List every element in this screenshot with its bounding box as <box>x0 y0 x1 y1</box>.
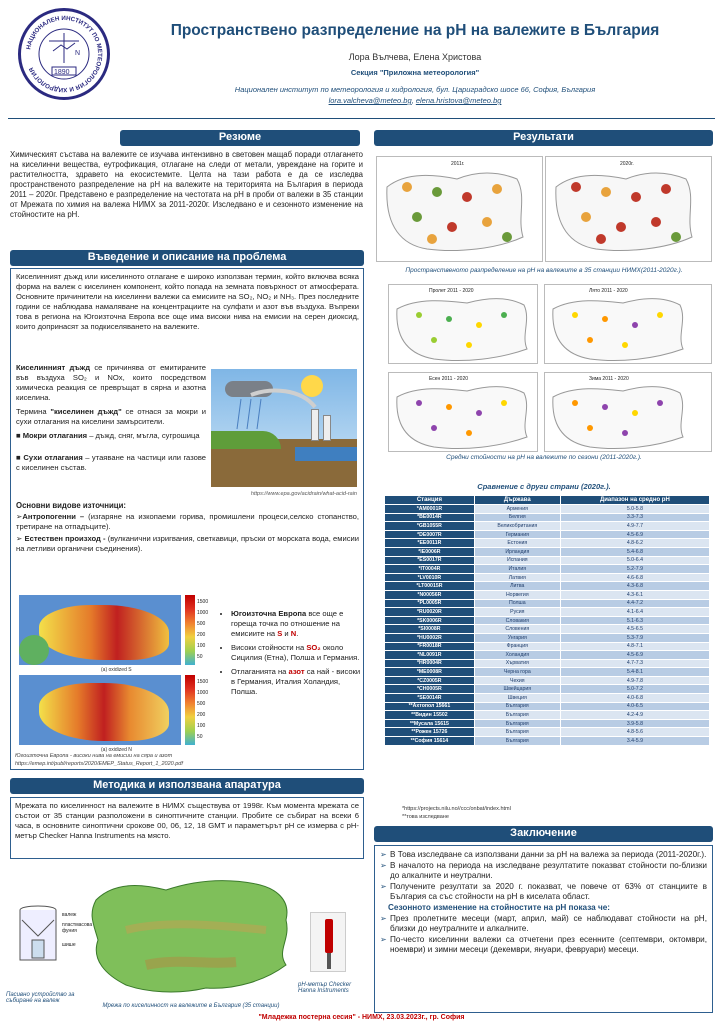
term-definition <box>16 407 206 427</box>
scale-1500: 1500 <box>197 599 209 605</box>
cell-range: 4.1-6.4 <box>560 608 709 617</box>
table-row <box>385 530 710 539</box>
acid-rain-diagram <box>211 369 357 487</box>
table-header <box>385 496 710 505</box>
table-row <box>385 633 710 642</box>
emission-bullets <box>223 609 361 697</box>
season-summer <box>544 284 712 364</box>
col-station: Станция <box>385 496 475 505</box>
cell-country: Франция <box>474 642 560 651</box>
cell-station: *SK0006R <box>385 616 475 625</box>
cell-country: Белгия <box>474 513 560 522</box>
methods-text: Мрежата по киселинност на валежите в НИМХ съществува от 1998г. Към момента мрежата се състои от 35 станции разположени в синоптичните станции. Пробите се събират на всеки 6 часа, в основните синоптични срокове 00, 06, 12, 18 GMT и параметърът pH се измерва с pH-метър Checker Hanna Instruments на място. <box>15 801 359 840</box>
table-row <box>385 625 710 634</box>
email-sep: , <box>411 96 416 105</box>
cell-country: Великобритания <box>474 522 560 531</box>
intro-paragraph: Киселинният дъжд или киселинното отлагане е широко използван термин, който включва всяка форма на валеж с киселинен компонент, който попада на земната повърхност от атмосферата. Основните причинители на киселинни валежи са емисиите на SO₂, NO₂ и NH₃. През последните години се наблюдава намаляване на концентрациите на сулфати и азот във въздуха. Въпреки това в региона на Югоизточна Европа все още има високи нива на емисии на серен диоксид, които допринасят за подкиселяването на валежите. <box>16 272 359 331</box>
season-winter <box>544 372 712 452</box>
anthro-bold: Антропогенни – <box>22 512 85 521</box>
table-row <box>385 737 710 746</box>
network-map-caption: Мрежа по киселинност на валежите в България (35 станции) <box>102 1003 280 1009</box>
scale2-200: 200 <box>197 712 206 718</box>
cell-range: 4.3-6.1 <box>560 590 709 599</box>
term-post: се отнася за мокри и сухи отлагания на киселини замърсители. <box>16 407 206 426</box>
cell-station: *IE0006R <box>385 547 475 556</box>
season-spring <box>388 284 538 364</box>
winter-label: Зима 2011 - 2020 <box>589 376 629 382</box>
methods-box <box>10 797 364 859</box>
cell-range: 4.6-6.8 <box>560 573 709 582</box>
logo-n: N <box>75 50 81 57</box>
cell-station: *BE0014R <box>385 513 475 522</box>
cell-station: *SE0014R <box>385 694 475 703</box>
scale2-100: 100 <box>197 723 206 729</box>
logo-ring-text: НАЦИОНАЛЕН ИНСТИТУТ ПО МЕТЕОРОЛОГИЯ И ХИДРОЛОГИЯ <box>25 14 104 94</box>
term-pre: Термина <box>16 407 51 416</box>
map-2011-shape <box>377 157 544 263</box>
cell-station: *HU0002R <box>385 633 475 642</box>
results-caption-1: Пространственото разпределение на рН на валежите в 35 станции НИМХ(2011-2020г.). <box>405 267 683 274</box>
scale-100: 100 <box>197 643 206 649</box>
cell-country: Черна гора <box>474 668 560 677</box>
season-autumn <box>388 372 538 452</box>
cell-range: 3.9-5.8 <box>560 719 709 728</box>
map2-label: (a) oxidized N <box>101 747 132 753</box>
map-2011-label: 2011г. <box>451 161 465 167</box>
cell-station: *N00056R <box>385 590 475 599</box>
cell-station: *AM0001R <box>385 505 475 514</box>
emission-map-s <box>19 595 181 665</box>
b2-post: около Сицилия (Етна), Полша и Германия. <box>231 643 360 662</box>
results-caption-2: Средни стойности на рН на валежите по сезони (2011-2020г.). <box>446 454 642 461</box>
b3-pre: Отлаганията на <box>231 667 289 676</box>
b1-and: и <box>282 629 291 638</box>
cell-station: *PL0005R <box>385 599 475 608</box>
cell-station: **София 15614 <box>385 737 475 746</box>
sources-heading: Основни видове източници: <box>16 501 126 510</box>
b1-end: . <box>296 629 299 638</box>
table-row <box>385 642 710 651</box>
cell-range: 5.4-6.8 <box>560 547 709 556</box>
emails <box>120 96 710 105</box>
cell-station: *SI0008R <box>385 625 475 634</box>
scale2-1000: 1000 <box>197 690 209 696</box>
cell-country: Испания <box>474 556 560 565</box>
scale2-500: 500 <box>197 701 206 707</box>
cell-country: Литва <box>474 582 560 591</box>
cell-station: *IT0004R <box>385 565 475 574</box>
email-link-1[interactable]: lora.valcheva@meteo.bg <box>328 96 412 105</box>
header-divider <box>8 118 715 119</box>
cell-country: Швейцария <box>474 685 560 694</box>
cell-range: 3.4-5.9 <box>560 737 709 746</box>
map-2020 <box>545 156 712 262</box>
cell-range: 4.5-6.9 <box>560 530 709 539</box>
cell-country: България <box>474 711 560 720</box>
cell-country: Италия <box>474 565 560 574</box>
term-bold: "киселинен дъжд" <box>50 407 122 416</box>
cell-range: 4.3-6.8 <box>560 582 709 591</box>
cell-country: Хърватия <box>474 659 560 668</box>
map-2020-shape <box>546 157 713 263</box>
b1-s: S <box>277 629 283 638</box>
authors: Лора Вълчева, Елена Христова <box>348 52 482 62</box>
cell-range: 4.5-6.5 <box>560 625 709 634</box>
conclusion-item: ➢ В Това изследване са използвани данни за рН на валежа за периода (2011-2020г.). <box>380 850 707 860</box>
scale2-1500: 1500 <box>197 679 209 685</box>
conclusion-list <box>380 850 707 902</box>
dry-deposition: ■ Сухи отлагания – утаяване на частици или газове с киселинен състав. <box>16 453 206 472</box>
table-row <box>385 659 710 668</box>
table-row <box>385 582 710 591</box>
collector-caption: Пасивно устройство за събиране на валеж <box>6 992 75 1004</box>
cell-station: **Мусала 15615 <box>385 719 475 728</box>
cell-range: 4.7-7.3 <box>560 659 709 668</box>
cell-station: *EE0011R <box>385 539 475 548</box>
cell-country: Норвегия <box>474 590 560 599</box>
b2-pre: Високи стойности на <box>231 643 307 652</box>
table-row <box>385 719 710 728</box>
natural-source: ➢ Естествен произход - (вулканични изригвания, светкавици, пръски от морската вода, емисии на летливи органични съединения). <box>16 534 359 553</box>
cell-country: Словения <box>474 625 560 634</box>
institute-logo <box>18 8 110 100</box>
cell-station: *LT00015R <box>385 582 475 591</box>
table-row <box>385 711 710 720</box>
b1-n: N <box>290 629 297 638</box>
intro-heading: Въведение и описание на проблема <box>10 250 364 266</box>
cell-country: Ирландия <box>474 547 560 556</box>
cell-station: **Ахтопол 15661 <box>385 702 475 711</box>
footer-text: "Младежка постерна сесия" - НИМХ, 23.03.2023г., гр. София <box>258 1014 465 1021</box>
cell-range: 5.2-7.9 <box>560 565 709 574</box>
emission-map-n <box>19 675 181 745</box>
label-funnel: пластмасова фуния <box>62 922 93 934</box>
acid-text: се причинява от емитираните във въздуха SO₂ и NOx, които посредством химическа реакция се превръщат в сярна и азотна киселина. <box>16 363 206 402</box>
wet-text: – дъжд, сняг, мъгла, сугрошица <box>87 431 200 440</box>
cell-country: Естония <box>474 539 560 548</box>
cell-station: *ES0017R <box>385 556 475 565</box>
anthro-text: (изгаряне на изкопаеми горива, промишлени процеси,селско стопанство, третиране на отпадъците). <box>16 512 359 531</box>
cell-range: 4.0-6.5 <box>560 702 709 711</box>
table-row <box>385 728 710 737</box>
label-precip: валеж <box>62 912 77 918</box>
conclusion-item: ➢ През пролетните месеци (март, април, май) се наблюдават стойности на рН, близки до неутралните и алкалните. <box>380 914 707 934</box>
cell-country: Латвия <box>474 573 560 582</box>
cell-range: 4.4-7.2 <box>560 599 709 608</box>
cell-country: България <box>474 737 560 746</box>
autumn-label: Есен 2011 - 2020 <box>429 376 469 382</box>
cell-station: *RU0020R <box>385 608 475 617</box>
wet-deposition: ■ Мокри отлагания – дъжд, сняг, мъгла, сугрошица <box>16 431 200 440</box>
cell-country: България <box>474 728 560 737</box>
scale2-50: 50 <box>197 734 203 740</box>
cell-station: *LV0010R <box>385 573 475 582</box>
table-row <box>385 685 710 694</box>
col-range: Диапазон на средно рН <box>560 496 709 505</box>
scale-200: 200 <box>197 632 206 638</box>
scale-500: 500 <box>197 621 206 627</box>
cell-range: 5.3-7.9 <box>560 633 709 642</box>
cell-station: *NL0091R <box>385 651 475 660</box>
results-heading: Результати <box>374 130 713 146</box>
cell-range: 4.8-6.2 <box>560 539 709 548</box>
table-row <box>385 505 710 514</box>
methods-heading: Методика и използвана апаратура <box>10 778 364 794</box>
cell-station: *ME0008R <box>385 668 475 677</box>
cell-country: Словакия <box>474 616 560 625</box>
table-row <box>385 616 710 625</box>
cell-station: *CH0005R <box>385 685 475 694</box>
anthropogenic-source: ➢Антропогенни – (изгаряне на изкопаеми горива, промишлени процеси,селско стопанство, третиране на отпадъците). <box>16 512 359 531</box>
season-maps <box>388 284 712 452</box>
bullet-se-europe <box>231 609 361 639</box>
cell-range: 4.8-7.1 <box>560 642 709 651</box>
cell-range: 4.9-7.7 <box>560 522 709 531</box>
conclusion-list-2 <box>380 914 707 955</box>
table-row <box>385 522 710 531</box>
dry-text: – утаяване на частици или газове с киселинен състав. <box>16 453 206 472</box>
b3-post: са най - високи в Германия, Италия Холандия, Полша. <box>231 667 361 696</box>
conclusion-item: ➢ В началото на периода на изследване резултатите показват стойности по-близки до алкалните и неутрални. <box>380 861 707 881</box>
table-row <box>385 513 710 522</box>
cell-range: 4.2-4.9 <box>560 711 709 720</box>
color-scale-2 <box>185 675 195 745</box>
natural-text: (вулканични изригвания, светкавици, пръски от морската вода, емисии на летливи органични съединения). <box>16 534 359 553</box>
scale-labels-1 <box>197 597 208 663</box>
table-row <box>385 702 710 711</box>
map-2011 <box>376 156 543 262</box>
b1-pre: Югоизточна Европа <box>231 609 307 618</box>
b1-mid: все още е горещa точка по отношение на емисиите на <box>231 609 344 638</box>
wet-bold: Мокри отлагания <box>22 431 88 440</box>
table-row <box>385 668 710 677</box>
cell-range: 3.3-7.3 <box>560 513 709 522</box>
image-source: https://www.epa.gov/acidrain/what-acid-rain <box>250 491 357 497</box>
conclusion-box <box>374 845 713 1013</box>
resume-text: Химическият състава на валежите се изучава интензивно в световен мащаб поради отлагането на киселинни вещества, еутрофикация, отлагане на следи от метали, увреждане на горите и растителността, здравето на екосистемите. Целта на тази работа е да се изследва пространственото разпределение на pH на валежите на територията на България в периода 2011 – 2020г. Представено е разпределение на честотата на pH в проби от валежи в 35 станции от Мрежата по химия на валежа НИМХ за 2011-2020г. Изследвано е и сезонното изменение на стойностите на pH. <box>10 150 363 219</box>
conclusion-item: ➢ По-често киселинни валежи са отчетени през есенните (септември, октомври, ноември) и зимни месеци (декември, януари, февруари) месеци. <box>380 935 707 955</box>
natural-bold: Естествен произход - <box>24 534 106 543</box>
bullet-nitrogen <box>231 667 361 697</box>
cell-station: *GB1055R <box>385 522 475 531</box>
cell-station: **Видин 15502 <box>385 711 475 720</box>
map1-label: (a) oxidized S <box>101 667 132 673</box>
b3-bold: азот <box>288 667 305 676</box>
table-row <box>385 573 710 582</box>
email-link-2[interactable]: elena.hristova@meteo.bg <box>415 96 502 105</box>
emission-source: https://emep.int/publ/reports/2020/EMEP_Status_Report_1_2020.pdf <box>15 761 183 767</box>
cell-range: 5.4-8.1 <box>560 668 709 677</box>
cell-range: 4.0-6.8 <box>560 694 709 703</box>
cell-range: 5.0-6.4 <box>560 556 709 565</box>
cell-country: Полша <box>474 599 560 608</box>
table-note-1: *https://projects.nilu.no//ccc/onbat/index.html <box>402 806 511 812</box>
col-country: Държава <box>474 496 560 505</box>
cell-country: Унгария <box>474 633 560 642</box>
comparison-title: Сравнение с други страни (2020г.). <box>477 482 611 491</box>
scale-labels-2 <box>197 677 208 743</box>
bullet-so2 <box>231 643 361 663</box>
cell-range: 5.1-6.3 <box>560 616 709 625</box>
cell-range: 4.5-6.9 <box>560 651 709 660</box>
b2-so2: SO₂ <box>306 643 321 652</box>
table-row <box>385 651 710 660</box>
bulgaria-network-map <box>86 870 296 1000</box>
cell-range: 4.9-7.8 <box>560 676 709 685</box>
color-scale-1 <box>185 595 195 665</box>
cell-country: Швеция <box>474 694 560 703</box>
acid-rain-definition <box>16 363 206 403</box>
comparison-table-wrap <box>384 495 710 746</box>
table-row <box>385 608 710 617</box>
ph-meter-image <box>310 912 346 972</box>
ph-meter-caption: pH-метър Checker Hanna Instruments <box>298 982 352 994</box>
season-heading: Сезонното изменение на стойностите на рН показа че: <box>388 903 611 912</box>
comparison-table <box>384 495 710 746</box>
table-row <box>385 539 710 548</box>
map-2020-label: 2020г. <box>620 161 634 167</box>
table-row <box>385 599 710 608</box>
section: Секция "Приложна метеорология" <box>350 68 480 77</box>
table-row <box>385 565 710 574</box>
cell-station: *CZ0005R <box>385 676 475 685</box>
cell-country: Русия <box>474 608 560 617</box>
scale-1000: 1000 <box>197 610 209 616</box>
conclusion-heading: Заключение <box>374 826 713 842</box>
poster-title: Пространствено разпределение на рН на валежите в България <box>170 22 660 39</box>
resume-heading: Резюме <box>120 130 360 146</box>
emission-caption: Югоизточна Европа - високи нива на емисии на сяра и азот <box>15 753 173 759</box>
table-row <box>385 676 710 685</box>
cell-range: 5.0-7.2 <box>560 685 709 694</box>
table-row <box>385 556 710 565</box>
conclusion-item: ➢ Получените резултати за 2020 г. показват, че повече от 63% от станциите в България са със стойности на рН в киселата област. <box>380 882 707 902</box>
table-row <box>385 547 710 556</box>
cell-station: *HR0004R <box>385 659 475 668</box>
table-row <box>385 590 710 599</box>
cell-country: Армения <box>474 505 560 514</box>
spring-label: Пролет 2011 - 2020 <box>429 288 474 294</box>
scale-50: 50 <box>197 654 203 660</box>
cell-country: Чехия <box>474 676 560 685</box>
table-note-2: **това изследване <box>402 814 449 820</box>
cell-country: Германия <box>474 530 560 539</box>
cell-country: България <box>474 702 560 711</box>
cell-station: *FR0018R <box>385 642 475 651</box>
cell-station: *DE0007R <box>385 530 475 539</box>
institute-address: Национален институт по метеорология и хидрология, бул. Цариградско шосе 66, София, България <box>234 85 596 94</box>
cell-country: България <box>474 719 560 728</box>
cell-range: 4.8-5.6 <box>560 728 709 737</box>
intro-box <box>10 268 364 770</box>
dry-bold: Сухи отлагания <box>23 453 83 462</box>
table-row <box>385 694 710 703</box>
cell-station: **Рожен 15726 <box>385 728 475 737</box>
acid-term: Киселинният дъжд <box>16 363 91 372</box>
cell-range: 5.0-5.8 <box>560 505 709 514</box>
logo-year: 1890 <box>54 69 70 76</box>
cell-country: Холандия <box>474 651 560 660</box>
summer-label: Лято 2011 - 2020 <box>589 288 628 294</box>
label-bottle: шише <box>62 942 76 948</box>
